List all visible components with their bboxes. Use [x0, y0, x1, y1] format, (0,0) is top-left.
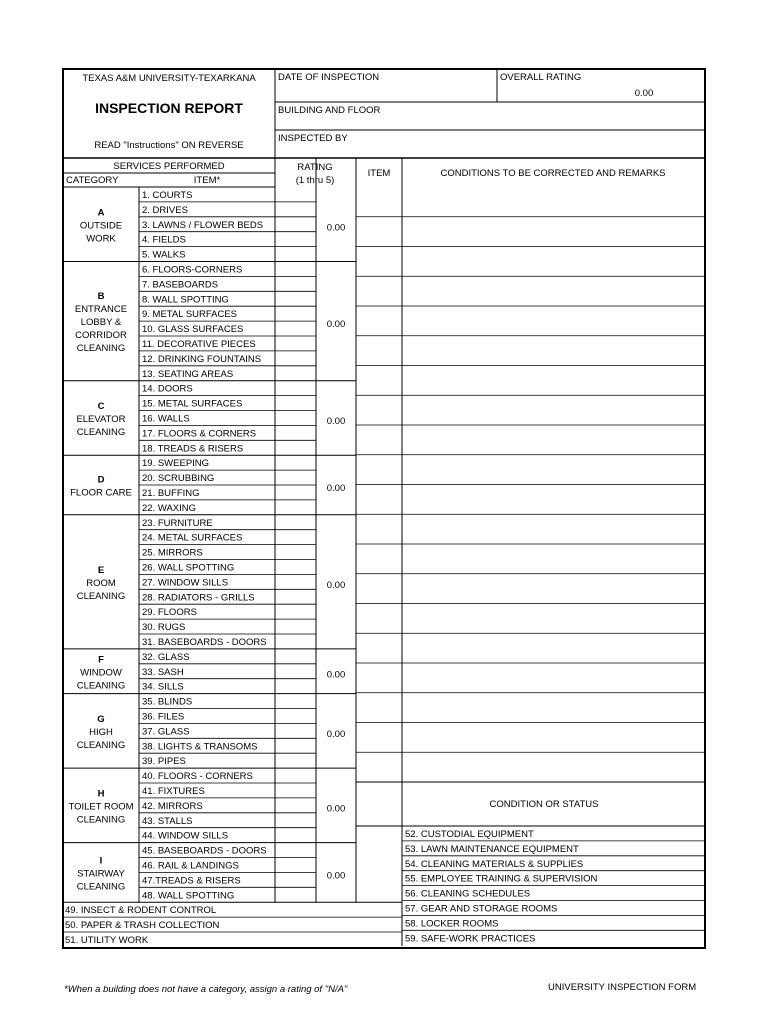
service-item: 43. STALLS [142, 815, 193, 827]
service-item: 16. WALLS [142, 413, 190, 425]
category-letter: H [97, 788, 105, 800]
item-header: ITEM* [193, 175, 221, 186]
category-letter: A [97, 207, 105, 219]
service-item: 34. SILLS [142, 681, 184, 693]
service-item: 11. DECORATIVE PIECES [142, 339, 256, 350]
category-name: FLOOR CARE [70, 487, 132, 499]
service-item: 3. LAWNS / FLOWER BEDS [142, 219, 264, 231]
service-item: 18. TREADS & RISERS [142, 443, 244, 455]
category-name: CLEANING [76, 739, 126, 751]
service-item: 20. SCRUBBING [142, 473, 215, 485]
services-performed-header: SERVICES PERFORMED [113, 161, 225, 172]
category-letter: D [97, 474, 105, 486]
category-letter: G [97, 713, 105, 725]
service-item: 12. DRINKING FOUNTAINS [142, 353, 262, 365]
service-item: 5. WALKS [142, 249, 186, 261]
service-item: 36. FILES [142, 711, 185, 723]
category-name: ROOM [86, 577, 116, 589]
service-item: 8. WALL SPOTTING [142, 294, 229, 306]
category-letter: I [99, 855, 103, 867]
service-item: 7. BASEBOARDS [142, 279, 219, 291]
service-item: 9. METAL SURFACES [142, 309, 238, 321]
service-item: 2. DRIVES [142, 204, 188, 216]
service-item: 32. GLASS [142, 651, 190, 663]
status-item: 54. CLEANING MATERIALS & SUPPLIES [405, 858, 584, 870]
status-title: CONDITION OR STATUS [489, 799, 599, 810]
category-name: HIGH [89, 726, 113, 738]
report-title: INSPECTION REPORT [95, 100, 243, 116]
service-item: 21. BUFFING [142, 488, 200, 499]
service-item: 39. PIPES [142, 756, 186, 768]
category-letter: E [97, 564, 105, 576]
category-rating: 0.00 [326, 579, 346, 591]
category-name: CLEANING [76, 343, 126, 355]
service-item: 30. RUGS [142, 622, 186, 634]
service-item: 46. RAIL & LANDINGS [142, 860, 239, 872]
category-rating: 0.00 [326, 870, 346, 882]
service-item: 31. BASEBOARDS - DOORS [142, 637, 267, 648]
instructions-note: READ "Instructions" ON REVERSE [94, 140, 244, 151]
status-item: 57. GEAR AND STORAGE ROOMS [405, 903, 558, 915]
service-item: 22. WAXING [142, 502, 197, 514]
service-item: 6. FLOORS-CORNERS [142, 264, 243, 276]
category-rating: 0.00 [326, 483, 346, 494]
category-rating: 0.00 [326, 803, 346, 815]
extra-item: 49. INSECT & RODENT CONTROL [65, 905, 217, 917]
service-item: 24. METAL SURFACES [142, 532, 243, 544]
category-name: OUTSIDE [79, 220, 123, 232]
service-item: 40. FLOORS - CORNERS [142, 771, 253, 783]
service-item: 13. SEATING AREAS [142, 368, 234, 380]
category-name: CLEANING [76, 590, 126, 602]
rating-range-header: (1 thru 5) [295, 175, 335, 186]
status-item: 52. CUSTODIAL EQUIPMENT [405, 829, 534, 840]
category-name: ELEVATOR [76, 413, 126, 425]
status-item: 58. LOCKER ROOMS [405, 918, 499, 930]
service-item: 44. WINDOW SILLS [142, 830, 229, 842]
date-label: DATE OF INSPECTION [278, 72, 380, 83]
category-name: ENTRANCE [74, 304, 128, 316]
category-rating: 0.00 [326, 669, 346, 681]
service-item: 42. MIRRORS [142, 800, 203, 812]
category-rating: 0.00 [326, 222, 346, 234]
inspected-by-label: INSPECTED BY [278, 133, 348, 144]
service-item: 29. FLOORS [142, 607, 197, 619]
extra-item: 50. PAPER & TRASH COLLECTION [65, 920, 220, 932]
conditions-header: CONDITIONS TO BE CORRECTED AND REMARKS [440, 168, 666, 179]
service-item: 47.TREADS & RISERS [142, 875, 241, 887]
category-rating: 0.00 [326, 728, 346, 740]
service-item: 27. WINDOW SILLS [142, 577, 229, 589]
category-letter: C [97, 400, 105, 412]
status-item: 53. LAWN MAINTENANCE EQUIPMENT [405, 843, 579, 855]
category-rating: 0.00 [326, 319, 346, 331]
service-item: 41. FIXTURES [142, 786, 205, 797]
overall-label: OVERALL RATING [500, 72, 582, 83]
category-name: CLEANING [76, 814, 126, 826]
service-item: 37. GLASS [142, 726, 190, 738]
category-name: CLEANING [76, 881, 126, 893]
service-item: 28. RADIATORS - GRILLS [142, 592, 255, 604]
service-item: 10. GLASS SURFACES [142, 324, 244, 336]
service-item: 1. COURTS [142, 190, 193, 201]
rating-header: RATING [297, 162, 333, 173]
service-item: 19. SWEEPING [142, 458, 210, 470]
form-name: UNIVERSITY INSPECTION FORM [548, 982, 697, 993]
category-name: WINDOW [80, 667, 122, 679]
service-item: 38. LIGHTS & TRANSOMS [142, 741, 258, 753]
status-item: 59. SAFE-WORK PRACTICES [405, 933, 536, 945]
service-item: 4. FIELDS [142, 234, 186, 246]
category-name: LOBBY & [80, 317, 122, 329]
extra-item: 51. UTILITY WORK [65, 935, 149, 946]
service-item: 23. FURNITURE [142, 517, 213, 529]
category-name: STAIRWAY [77, 868, 125, 880]
category-rating: 0.00 [326, 415, 346, 427]
service-item: 48. WALL SPOTTING [142, 890, 235, 902]
building-label: BUILDING AND FLOOR [278, 105, 381, 116]
service-item: 17. FLOORS & CORNERS [142, 428, 257, 440]
category-name: TOILET ROOM [68, 801, 134, 813]
category-name: CLEANING [76, 426, 126, 438]
service-item: 45. BASEBOARDS - DOORS [142, 845, 267, 857]
service-item: 33. SASH [142, 666, 184, 678]
status-item: 56. CLEANING SCHEDULES [405, 888, 531, 900]
footnote: *When a building does not have a category, assign a rating of "N/A" [64, 984, 348, 995]
category-name: CORRIDOR [75, 330, 127, 342]
service-item: 35. BLINDS [142, 696, 193, 708]
overall-value: 0.00 [634, 88, 654, 99]
university-name: TEXAS A&M UNIVERSITY-TEXARKANA [82, 73, 256, 84]
service-item: 25. MIRRORS [142, 547, 203, 559]
service-item: 26. WALL SPOTTING [142, 562, 235, 574]
category-name: WORK [86, 233, 116, 245]
category-letter: B [97, 291, 105, 303]
service-item: 14. DOORS [142, 383, 193, 395]
status-item: 55. EMPLOYEE TRAINING & SUPERVISION [405, 873, 598, 885]
category-letter: F [98, 654, 104, 666]
category-header: CATEGORY [66, 175, 119, 186]
service-item: 15. METAL SURFACES [142, 398, 243, 410]
item-col-header: ITEM [367, 168, 391, 179]
category-name: CLEANING [76, 680, 126, 692]
